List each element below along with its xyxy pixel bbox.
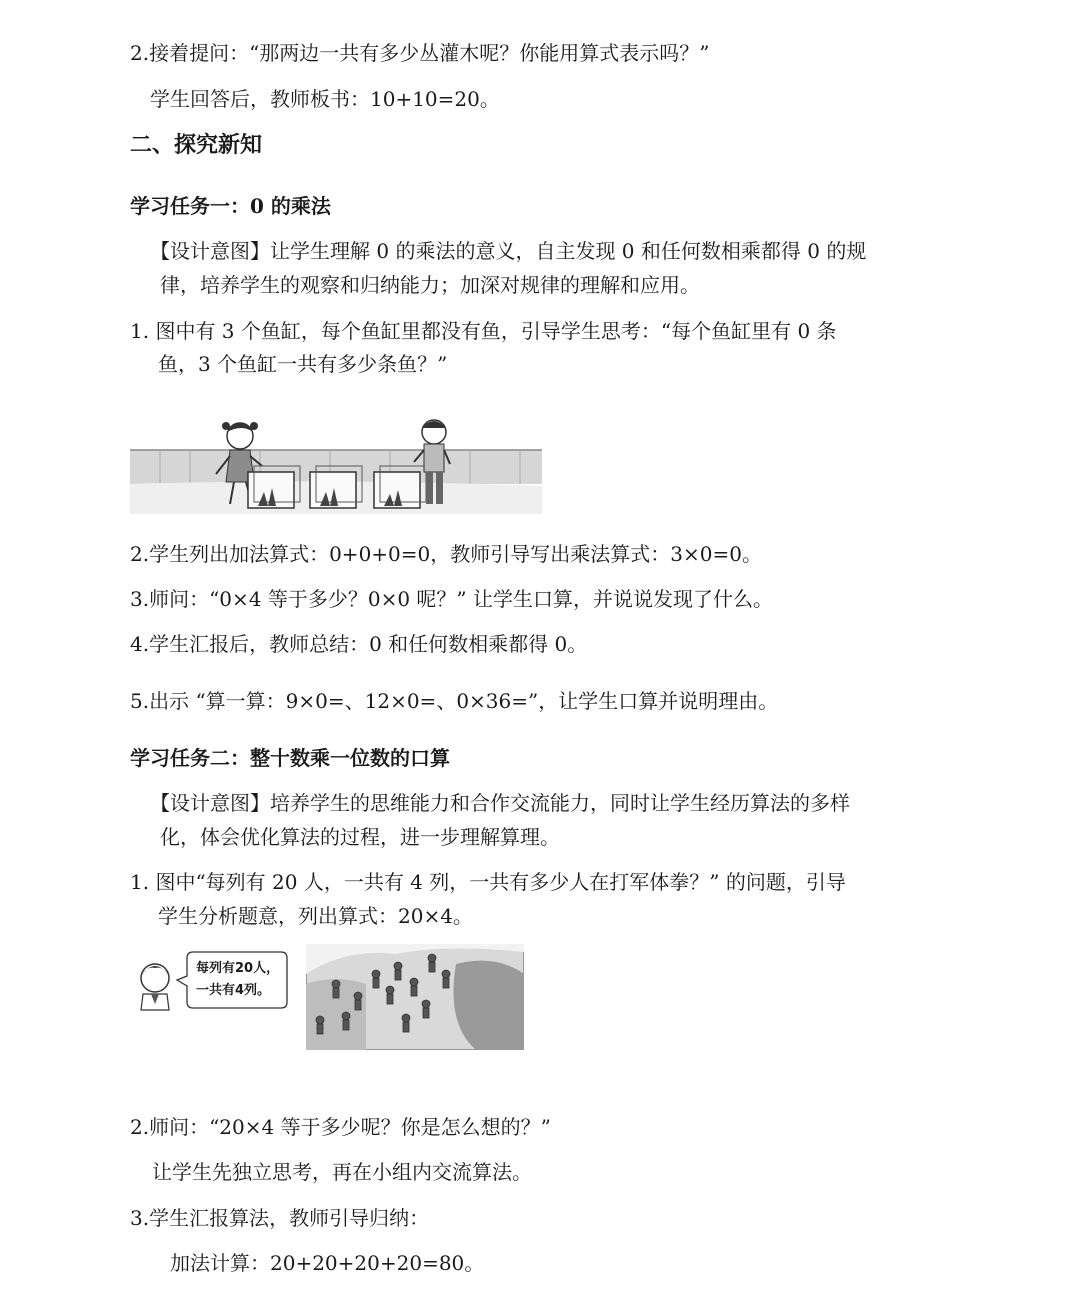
section-heading: 二、探究新知 bbox=[130, 132, 263, 158]
task2-step3: 3.学生汇报算法，教师引导归纳： bbox=[130, 1206, 430, 1230]
task1-step5: 5.出示 “算一算：9×0=、12×0=、0×36=”，让学生口算并说明理由。 bbox=[130, 689, 779, 713]
task1-heading: 学习任务一：0 的乘法 bbox=[130, 194, 331, 218]
task2-step2: 2.师问：“20×4 等于多少呢？你是怎么想的？” bbox=[130, 1115, 551, 1139]
task1-intent-line2: 律，培养学生的观察和归纳能力；加深对规律的理解和应用。 bbox=[160, 273, 700, 297]
task2-step2-follow: 让学生先独立思考，再在小组内交流算法。 bbox=[152, 1160, 532, 1184]
task2-intent-line2: 化，体会优化算法的过程，进一步理解算理。 bbox=[160, 825, 560, 849]
fish-tank-2 bbox=[310, 466, 362, 508]
task1-step1-line2: 鱼，3 个鱼缸一共有多少条鱼？” bbox=[158, 352, 448, 376]
board-writing: 学生回答后，教师板书：10+10=20。 bbox=[150, 87, 500, 111]
task2-heading: 学习任务二：整十数乘一位数的口算 bbox=[130, 746, 450, 770]
task2-intent-line1: 【设计意图】培养学生的思维能力和合作交流能力，同时让学生经历算法的多样 bbox=[150, 791, 850, 815]
task1-step1-line1: 1. 图中有 3 个鱼缸，每个鱼缸里都没有鱼，引导学生思考：“每个鱼缸里有 0 条 bbox=[130, 319, 837, 343]
fish-tanks-illustration bbox=[130, 410, 542, 514]
task2-step1-line1: 1. 图中“每列有 20 人，一共有 4 列，一共有多少人在打军体拳？” 的问题，引导 bbox=[130, 870, 846, 894]
question-2: 2.接着提问：“那两边一共有多少丛灌木呢？你能用算式表示吗？” bbox=[130, 41, 710, 65]
fish-tank-1 bbox=[248, 466, 300, 508]
military-drill-illustration bbox=[306, 944, 524, 1050]
task1-step2: 2.学生列出加法算式：0+0+0=0，教师引导写出乘法算式：3×0=0。 bbox=[130, 542, 762, 566]
task1-step3: 3.师问：“0×4 等于多少？0×0 呢？” 让学生口算，并说说发现了什么。 bbox=[130, 587, 774, 611]
girl-avatar-figure bbox=[141, 964, 169, 1010]
task2-step3-addition: 加法计算：20+20+20+20=80。 bbox=[170, 1251, 485, 1275]
task2-step1-line2: 学生分析题意，列出算式：20×4。 bbox=[158, 904, 473, 928]
bubble-line2: 一共有4列。 bbox=[196, 983, 271, 998]
task1-step4: 4.学生汇报后，教师总结：0 和任何数相乘都得 0。 bbox=[130, 632, 588, 656]
bubble-line1: 每列有20人， bbox=[196, 961, 280, 976]
fish-tank-3 bbox=[374, 466, 426, 508]
task1-intent-line1: 【设计意图】让学生理解 0 的乘法的意义，自主发现 0 和任何数相乘都得 0 的规 bbox=[150, 239, 867, 263]
